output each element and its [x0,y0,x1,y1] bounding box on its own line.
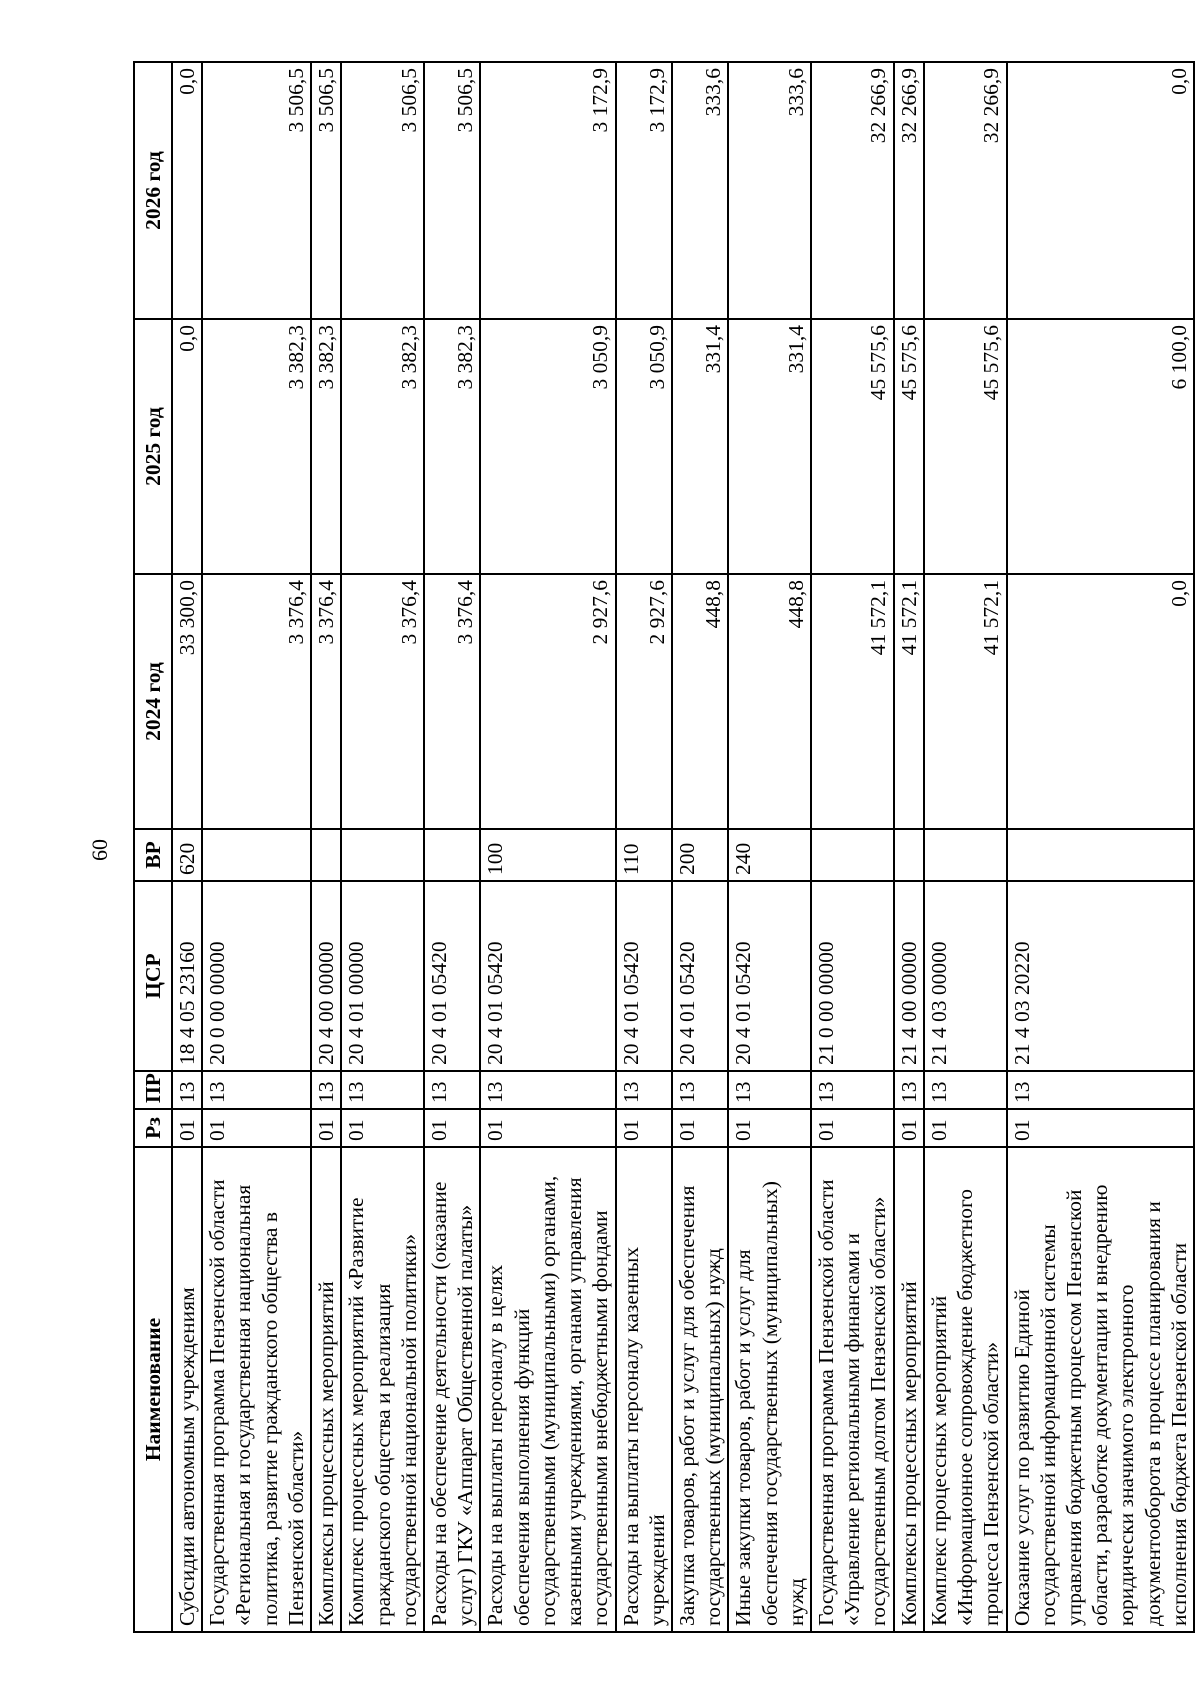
cell-pr: 13 [172,1071,202,1109]
cell-rz: 01 [672,1109,728,1147]
cell-pr: 13 [672,1071,728,1109]
cell-2025: 331,4 [672,319,728,574]
table-header-row [134,62,172,1632]
cell-name: Комплекс процессных мероприятий «Развитие гражданского общества и реализация государственной национальной политики» [341,1147,424,1632]
cell-csr: 21 4 03 00000 [924,881,1007,1071]
cell-pr: 13 [894,1071,924,1109]
table-row [1007,62,1195,1632]
cell-2025: 3 382,3 [341,319,424,574]
table-row [202,62,311,1632]
cell-name: Оказание услуг по развитию Единой государственной информационной системы управления бюджетным процессом Пензенской области, разработке документации и внедрению юридически значимого электронного документооборота в процессе планирования и исполнения бюджета Пензенской области [1007,1147,1195,1632]
cell-csr: 20 4 01 00000 [341,881,424,1071]
cell-pr: 13 [924,1071,1007,1109]
cell-2025: 3 050,9 [616,319,672,574]
header-pr: ПР [134,1071,172,1109]
cell-csr: 20 4 00 00000 [311,881,341,1071]
cell-pr: 13 [1007,1071,1195,1109]
table-row [672,62,728,1632]
cell-2024: 3 376,4 [341,574,424,829]
cell-vr [341,829,424,881]
cell-name: Расходы на выплаты персоналу в целях обеспечения выполнения функций государственными (муниципальными) органами, казенными учреждениями, органами управления государственными внебюджетными фондами [480,1147,615,1632]
cell-2026: 333,6 [728,62,811,319]
cell-rz: 01 [172,1109,202,1147]
cell-2026: 3 172,9 [616,62,672,319]
cell-2026: 32 266,9 [811,62,894,319]
cell-2025: 45 575,6 [894,319,924,574]
cell-2026: 3 172,9 [480,62,615,319]
table-row [172,62,202,1632]
cell-2024: 41 572,1 [924,574,1007,829]
cell-pr: 13 [202,1071,311,1109]
cell-vr: 620 [172,829,202,881]
cell-name: Комплексы процессных мероприятий [894,1147,924,1632]
cell-2024: 41 572,1 [811,574,894,829]
cell-rz: 01 [1007,1109,1195,1147]
cell-2025: 3 382,3 [202,319,311,574]
cell-2026: 3 506,5 [311,62,341,319]
cell-pr: 13 [424,1071,480,1109]
header-name: Наименование [134,1147,172,1632]
cell-pr: 13 [728,1071,811,1109]
cell-name: Расходы на обеспечение деятельности (оказание услуг) ГКУ «Аппарат Общественной палаты» [424,1147,480,1632]
cell-2026: 0,0 [172,62,202,319]
cell-name: Закупка товаров, работ и услуг для обеспечения государственных (муниципальных) нужд [672,1147,728,1632]
cell-rz: 01 [894,1109,924,1147]
cell-vr: 110 [616,829,672,881]
cell-rz: 01 [202,1109,311,1147]
cell-vr [811,829,894,881]
cell-pr: 13 [480,1071,615,1109]
cell-vr [894,829,924,881]
cell-csr: 20 0 00 00000 [202,881,311,1071]
cell-2024: 3 376,4 [202,574,311,829]
cell-rz: 01 [616,1109,672,1147]
cell-csr: 20 4 01 05420 [424,881,480,1071]
cell-rz: 01 [341,1109,424,1147]
cell-pr: 13 [811,1071,894,1109]
cell-2024: 2 927,6 [616,574,672,829]
cell-rz: 01 [924,1109,1007,1147]
table-row [894,62,924,1632]
cell-name: Государственная программа Пензенской области «Управление региональными финансами и государственным долгом Пензенской области» [811,1147,894,1632]
cell-pr: 13 [341,1071,424,1109]
table-row [728,62,811,1632]
cell-2026: 32 266,9 [894,62,924,319]
cell-2024: 41 572,1 [894,574,924,829]
cell-2024: 2 927,6 [480,574,615,829]
cell-csr: 20 4 01 05420 [672,881,728,1071]
cell-vr [311,829,341,881]
cell-rz: 01 [811,1109,894,1147]
header-rz: Рз [134,1109,172,1147]
cell-2025: 3 050,9 [480,319,615,574]
cell-2025: 3 382,3 [311,319,341,574]
header-2024: 2024 год [134,574,172,829]
cell-vr [202,829,311,881]
cell-vr [924,829,1007,881]
cell-2025: 45 575,6 [811,319,894,574]
cell-2025: 45 575,6 [924,319,1007,574]
cell-rz: 01 [311,1109,341,1147]
cell-csr: 20 4 01 05420 [728,881,811,1071]
cell-2024: 0,0 [1007,574,1195,829]
cell-vr: 100 [480,829,615,881]
cell-vr: 240 [728,829,811,881]
table-row [480,62,615,1632]
cell-csr: 18 4 05 23160 [172,881,202,1071]
cell-name: Государственная программа Пензенской области «Региональная и государственная национальная политика, развитие гражданского общества в Пензенской области» [202,1147,311,1632]
cell-2024: 448,8 [672,574,728,829]
cell-2024: 3 376,4 [311,574,341,829]
cell-csr: 20 4 01 05420 [480,881,615,1071]
cell-rz: 01 [728,1109,811,1147]
cell-2025: 6 100,0 [1007,319,1195,574]
cell-name: Комплексы процессных мероприятий [311,1147,341,1632]
cell-2026: 3 506,5 [424,62,480,319]
cell-csr: 21 0 00 00000 [811,881,894,1071]
cell-2024: 3 376,4 [424,574,480,829]
header-vr: ВР [134,829,172,881]
header-2026: 2026 год [134,62,172,319]
cell-vr [1007,829,1195,881]
budget-table [133,61,1195,1633]
header-csr: ЦСР [134,881,172,1071]
page-number: 60 [87,839,112,861]
cell-name: Иные закупки товаров, работ и услуг для обеспечения государственных (муниципальных) нужд [728,1147,811,1632]
cell-csr: 20 4 01 05420 [616,881,672,1071]
table-row [811,62,894,1632]
cell-name: Комплекс процессных мероприятий «Информационное сопровождение бюджетного процесса Пензенской области» [924,1147,1007,1632]
cell-pr: 13 [616,1071,672,1109]
cell-rz: 01 [480,1109,615,1147]
table-row [311,62,341,1632]
cell-rz: 01 [424,1109,480,1147]
cell-2025: 0,0 [172,319,202,574]
cell-2026: 333,6 [672,62,728,319]
cell-csr: 21 4 00 00000 [894,881,924,1071]
cell-2026: 3 506,5 [341,62,424,319]
rotated-table-container [133,63,1191,1633]
cell-2024: 448,8 [728,574,811,829]
cell-name: Расходы на выплаты персоналу казенных учреждений [616,1147,672,1632]
cell-2024: 33 300,0 [172,574,202,829]
table-row [924,62,1007,1632]
cell-csr: 21 4 03 20220 [1007,881,1195,1071]
cell-pr: 13 [311,1071,341,1109]
cell-2025: 331,4 [728,319,811,574]
cell-2025: 3 382,3 [424,319,480,574]
cell-vr [424,829,480,881]
table-row [341,62,424,1632]
cell-2026: 0,0 [1007,62,1195,319]
cell-2026: 32 266,9 [924,62,1007,319]
cell-name: Субсидии автономным учреждениям [172,1147,202,1632]
cell-2026: 3 506,5 [202,62,311,319]
cell-vr: 200 [672,829,728,881]
table-row [424,62,480,1632]
header-2025: 2025 год [134,319,172,574]
table-row [616,62,672,1632]
